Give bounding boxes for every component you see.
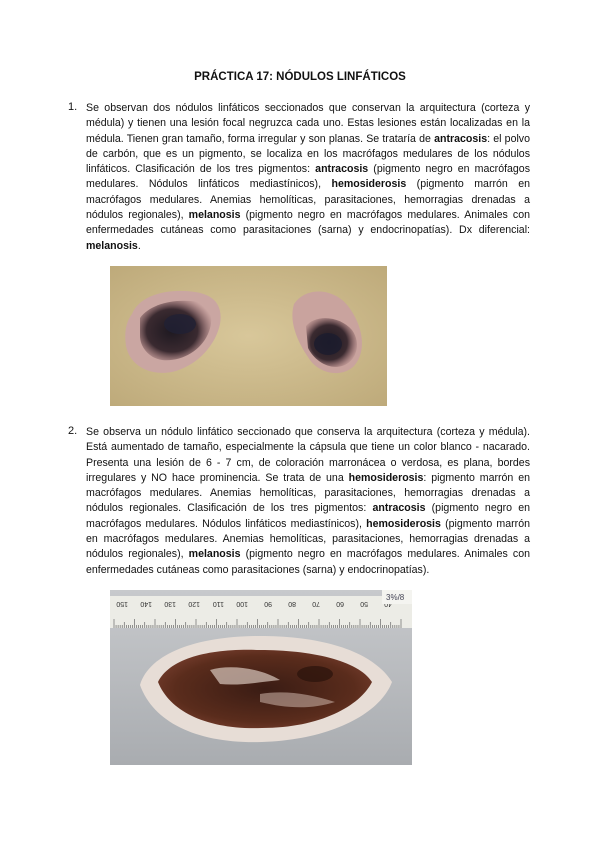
list-item-1	[68, 101, 530, 254]
ruler-tick-label: 90	[264, 600, 272, 607]
lymph-nodes-photo	[110, 266, 387, 406]
sectioned-node-photo	[110, 590, 412, 765]
ruler-tick-label: 130	[164, 600, 176, 607]
ruler-tick-label: 100	[236, 600, 248, 607]
item-number: 2.	[68, 425, 78, 437]
ruler-tick-label: 60	[336, 600, 344, 607]
ruler-tag: 3%/8	[386, 593, 405, 602]
ruler-tick-label: 150	[116, 600, 128, 607]
list-item-2	[68, 425, 530, 578]
item-paragraph: Se observa un nódulo linfático seccionado que conserva la arquitectura (corteza y médula). Está aumentado de tamaño, especialmente la cápsula que tiene un color blanco - nacarado. Presenta una lesión de 6 - 7 cm, de coloración marronácea o verdosa, es plana, bordes irregulares y NO hace prominencia. Se trata de una hemosiderosis: pigmento marrón en macrófagos medulares. Anemias hemolíticas, parasitaciones, hemorragias drenadas a nódulos regionales. Clasificación de los tres pigmentos: antracosis (pigmento negro en macrófagos medulares. Nódulos linfáticos mediastínicos), hemosiderosis (pigmento marrón en macrófagos medulares. Anemias hemolíticas, parasitaciones, hemorragias drenadas a nódulos regionales), melanosis (pigmento negro en macrófagos medulares. Animales con enfermedades cutáneas como parasitaciones (sarna) y endocrinopatías).	[86, 426, 530, 576]
ruler-tick-label: 50	[360, 600, 368, 607]
ruler-tick-label: 120	[188, 600, 200, 607]
ruler-tick-label: 110	[212, 600, 224, 607]
item-paragraph: Se observan dos nódulos linfáticos seccionados que conservan la arquitectura (corteza y médula) y tienen una lesión focal negruzca cada uno. Estas lesiones están localizadas en la médula. Tienen gran tamaño, forma irregular y son planas. Se trataría de antracosis: el polvo de carbón, que es un pigmento, se localiza en los macrófagos medulares de los nódulos linfáticos. Clasificación de los tres pigmentos: antracosis (pigmento negro en macrófagos medulares. Nódulos linfáticos mediastínicos), hemosiderosis (pigmento marrón en macrófagos medulares. Anemias hemolíticas, parasitaciones, hemorragias drenadas a nódulos regionales), melanosis (pigmento negro en macrófagos medulares. Animales con enfermedades cutáneas como parasitaciones (sarna) y endocrinopatías). Dx diferencial: melanosis.	[86, 102, 530, 252]
ruler-tick-label: 140	[140, 600, 152, 607]
page-title: PRÁCTICA 17: NÓDULOS LINFÁTICOS	[194, 71, 406, 83]
item-number: 1.	[68, 101, 78, 113]
ruler-tick-label: 80	[288, 600, 296, 607]
ruler-tick-label: 70	[312, 600, 320, 607]
